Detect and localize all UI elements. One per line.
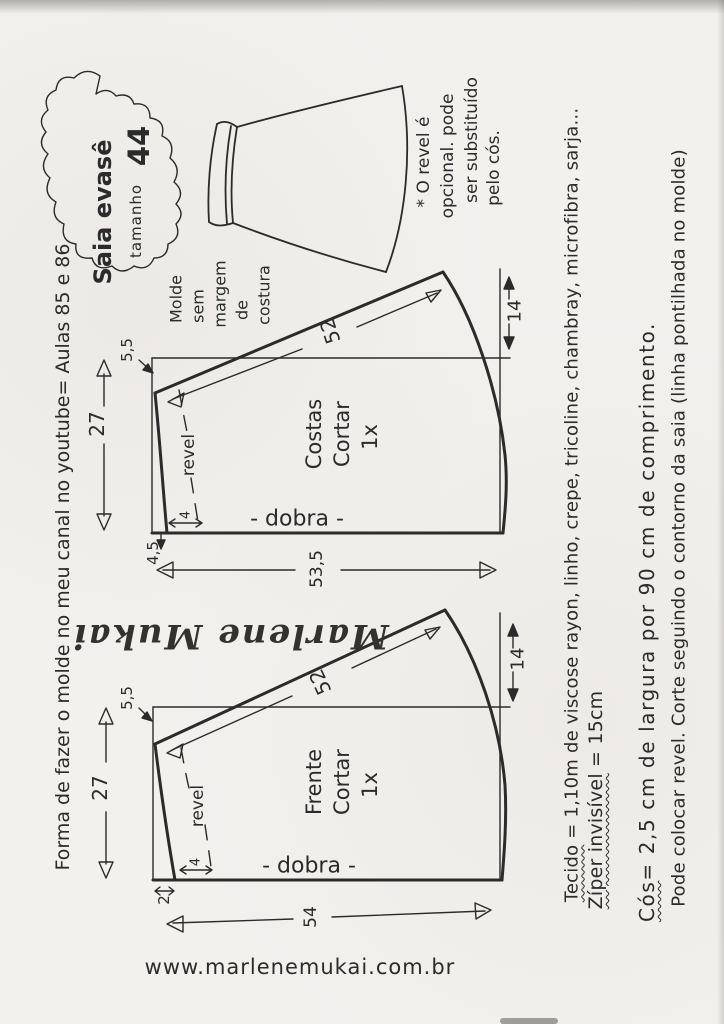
measure-side-seam: 52: [303, 665, 337, 699]
measure-offset: 4,5: [144, 541, 162, 565]
zipper-note-rest: = 15cm: [585, 690, 607, 774]
sketch-caption-line: costura: [254, 265, 274, 325]
designer-signature: Marlene Mukai: [71, 616, 389, 656]
zipper-note-lead: Zíper invisível: [585, 773, 607, 910]
measure-width: 27: [88, 775, 112, 801]
fabric-note-rest: = 1,10m de viscose rayon, linho, crepe, tricoline, chambray, microfibra, sarja...: [561, 107, 583, 845]
pattern-size-word: tamanho: [127, 183, 145, 259]
scan-edge-shadow-right: [717, 0, 724, 1024]
pattern-size-number: 44: [122, 125, 156, 167]
facing-optional-note-line: pelo cós.: [484, 130, 504, 206]
fold-label: - dobra -: [250, 506, 344, 532]
sketch-caption-line: de: [232, 300, 252, 320]
piece-quantity: 1x: [358, 424, 382, 450]
scan-edge-shadow-top: [0, 0, 724, 14]
measure-bottom: 54: [301, 906, 321, 928]
youtube-note: Forma de fazer o molde no meu canal no youtube= Aulas 85 e 86: [52, 243, 74, 871]
sketch-caption-line: margem: [210, 260, 230, 328]
piece-cut-label: Cortar: [330, 749, 354, 815]
measure-facing-width: 4: [178, 510, 194, 520]
measure-offset: 2: [155, 895, 173, 905]
measure-waist-corner: 5,5: [118, 338, 136, 362]
sketch-caption-line: sem: [188, 289, 208, 323]
cutting-note: Pode colocar revel. Corte seguindo o contorno da saia (linha pontilhada no molde): [668, 149, 690, 907]
fold-label: - dobra -: [262, 853, 356, 879]
measure-flare: 14: [504, 299, 526, 323]
facing-line-label: revel: [188, 784, 208, 828]
waistband-note-rest: = 2,5 cm de largura por 90 cm de comprimento.: [635, 321, 659, 881]
fabric-note-lead: Tecido: [561, 844, 583, 903]
pattern-title: Saia evasê: [89, 139, 117, 285]
piece-quantity: 1x: [358, 772, 382, 798]
measure-width: 27: [85, 411, 109, 437]
piece-name-frente: Frente: [302, 748, 326, 816]
website-url: www.marlenemukai.com.br: [144, 955, 456, 979]
scan-smudge: [500, 1018, 558, 1024]
measure-waist-corner: 5,5: [118, 686, 136, 710]
measure-flare: 14: [507, 647, 529, 671]
waistband-note-lead: Cós: [635, 880, 659, 923]
skirt-sketch: [208, 86, 407, 272]
piece-cut-label: Cortar: [330, 401, 354, 467]
sketch-caption-line: Molde: [166, 274, 186, 324]
facing-optional-note-line: ser substituído: [462, 77, 482, 203]
measure-bottom: 53,5: [307, 550, 327, 588]
zipper-note: [585, 691, 607, 910]
measure-facing-width: 4: [188, 857, 204, 867]
facing-optional-note-line: opcional. pode: [438, 93, 458, 219]
facing-optional-note-line: * O revel é: [414, 116, 434, 208]
measure-side-seam: 52: [314, 315, 346, 347]
piece-name-costas: Costas: [302, 398, 326, 470]
fabric-note: [562, 108, 583, 903]
facing-line-label: revel: [179, 433, 199, 477]
waistband-note: [635, 322, 659, 922]
